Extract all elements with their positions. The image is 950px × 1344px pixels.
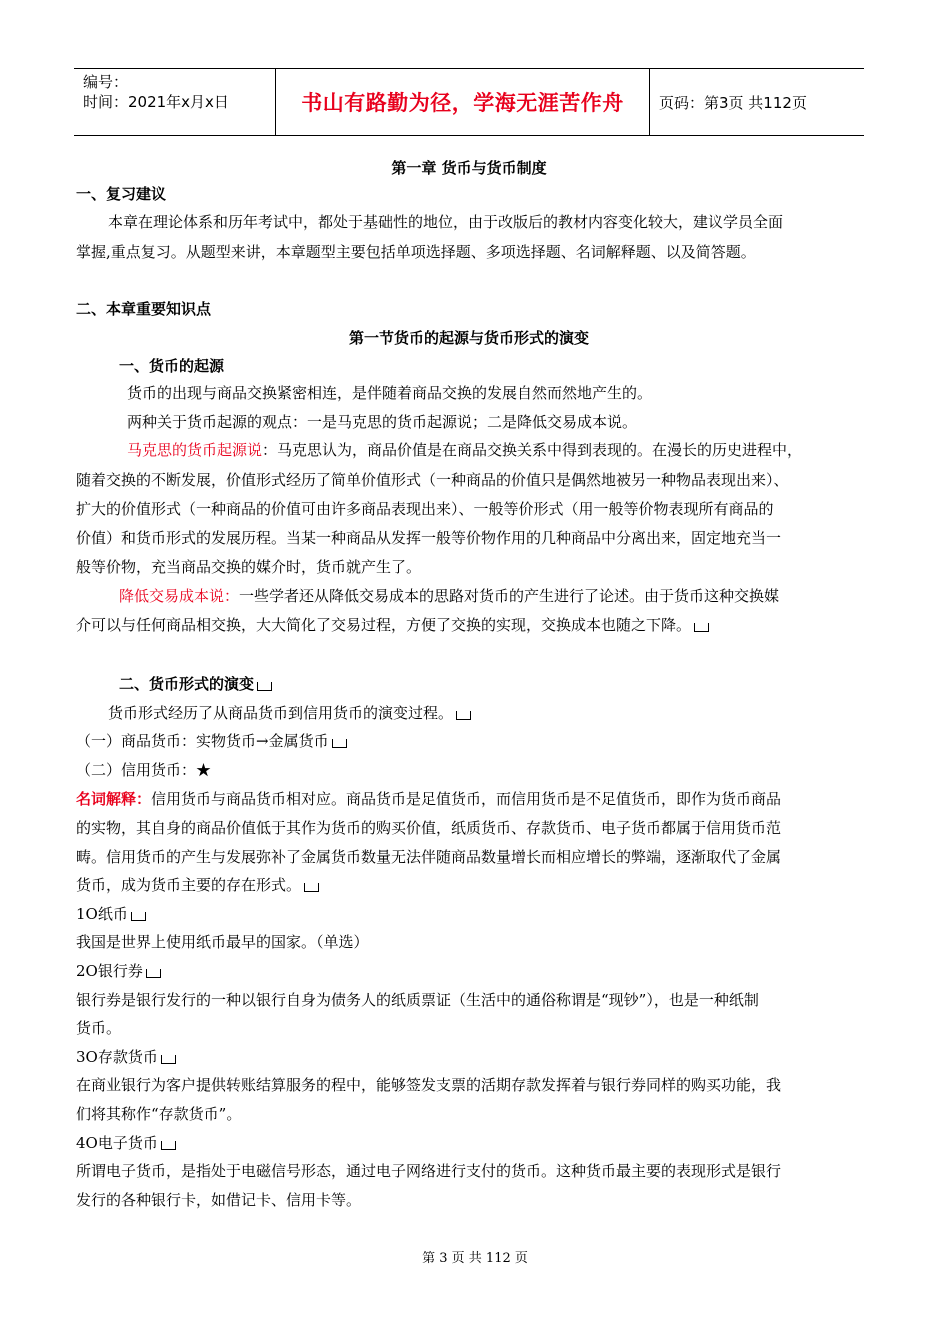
paragraph-line [127,440,917,460]
marx-text: ：马克思认为，商品价值是在商品交换关系中得到表现的。在漫长的历史进程中， [262,441,803,459]
term-text: 信用货币与商品货币相对应。商品货币是足值货币，而信用货币是不足值货币，即作为货币商品 [151,790,782,808]
number-label: 编号： [83,73,129,91]
paragraph-line: 货币的出现与商品交换紧密相连，是伴随着商品交换的发展自然而然地产生的。 [127,384,653,402]
item-heading [76,961,866,981]
chapter-title: 第一章 货币与货币制度 [391,159,547,177]
paragraph-line: 货币。 [76,1019,122,1037]
paragraph-line: 价值）和货币形式的发展历程。当某一种商品从发挥一般等价物作用的几种商品中分离出来，固定地充当一 [76,529,782,547]
paragraph-line: 两种关于货币起源的观点：一是马克思的货币起源说；二是降低交易成本说。 [127,413,638,431]
item-heading-text: 4О电子货币 [76,1134,158,1152]
paragraph-line: 随着交换的不断发展，价值形式经历了简单价值形式（一种商品的价值只是偶然地被另一种物品表现出来）、 [76,471,789,489]
header-meta-cell [74,69,276,135]
item-heading-text: 2О银行券 [76,962,143,980]
paragraph-line: 掌握,重点复习。从题型来讲，本章题型主要包括单项选择题、多项选择题、名词解释题、以及简答题。 [76,243,756,261]
paragraph-line: 的实物，其自身的商品价值低于其作为货币的购买价值，纸质货币、存款货币、电子货币都属于信用货币范 [76,819,782,837]
paragraph-mark-icon [332,739,347,748]
section-title: 第一节货币的起源与货币形式的演变 [348,329,589,347]
paragraph-line: 扩大的价值形式（一种商品的价值可由许多商品表现出来）、一般等价形式（用一般等价物表现所有商品的 [76,500,774,518]
cost-text: 介可以与任何商品相交换，大大简化了交易过程，方便了交换的实现，交换成本也随之下降。 [76,616,692,634]
term-text: 货币，成为货币主要的存在形式。 [76,876,302,894]
term-label: 名词解释： [76,790,152,808]
paragraph-line [108,703,898,723]
forms-text: 货币形式经历了从商品货币到信用货币的演变过程。 [108,704,454,722]
section-heading-knowledge: 二、本章重要知识点 [76,300,212,318]
commodity-money-text: （一）商品货币：实物货币→金属货币 [76,732,329,750]
paragraph-line [76,789,866,809]
paragraph-line: 所谓电子货币，是指处于电磁信号形态，通过电子网络进行支付的货币。这种货币最主要的表现形式是银行 [76,1162,782,1180]
page-footer: 第 3 页 共 112 页 [422,1251,528,1266]
section-heading-review: 一、复习建议 [76,185,167,203]
paragraph-mark-icon [161,1141,176,1150]
page-label: 页码：第3页 共112页 [659,93,807,112]
paragraph-mark-icon [456,711,471,720]
paragraph-mark-icon [304,883,319,892]
paragraph-mark-icon [146,969,161,978]
paragraph-line [76,615,866,635]
time-label: 时间：2021年x月x日 [83,93,229,111]
paragraph-mark-icon [694,623,709,632]
subheading-forms [119,674,909,694]
subheading-origin: 一、货币的起源 [119,357,225,375]
item-heading-text: 1О纸币 [76,905,128,923]
item-heading-text: 3О存款货币 [76,1048,158,1066]
paragraph-line: 在商业银行为客户提供转账结算服务的程中，能够签发支票的活期存款发挥着与银行券同样的购买功能，我 [76,1076,782,1094]
paragraph-mark-icon [131,912,146,921]
paragraph-mark-icon [257,682,272,691]
paragraph-line: 畴。信用货币的产生与发展弥补了金属货币数量无法伴随商品数量增长而相应增长的弊端，逐渐取代了金属 [76,848,782,866]
paragraph-mark-icon [161,1055,176,1064]
paragraph-line: 们将其称作“存款货币”。 [76,1105,242,1123]
item-heading [76,1133,866,1153]
list-item [76,731,866,751]
paragraph-line [76,875,866,895]
marx-theory-label: 马克思的货币起源说 [127,441,263,459]
paragraph-line: 般等价物，充当商品交换的媒介时，货币就产生了。 [76,558,422,576]
subheading-forms-text: 二、货币形式的演变 [119,675,255,693]
list-item: （二）信用货币：★ [76,761,212,779]
cost-theory-label: 降低交易成本说： [119,587,240,605]
header-table [74,68,864,136]
motto: 书山有路勤为径，学海无涯苦作舟 [276,69,650,135]
paragraph-line: 发行的各种银行卡，如借记卡、信用卡等。 [76,1191,362,1209]
item-heading [76,1047,866,1067]
paragraph-line: 本章在理论体系和历年考试中，都处于基础性的地位，由于改版后的教材内容变化较大，建议学员全面 [108,213,784,231]
cost-text: 一些学者还从降低交易成本的思路对货币的产生进行了论述。由于货币这种交换媒 [239,587,780,605]
paragraph-line [119,586,909,606]
paragraph-line: 银行券是银行发行的一种以银行自身为债务人的纸质票证（生活中的通俗称谓是“现钞”），也是一种纸制 [76,991,759,1009]
paragraph-line: 我国是世界上使用纸币最早的国家。（单选） [76,933,369,951]
item-heading [76,904,866,924]
